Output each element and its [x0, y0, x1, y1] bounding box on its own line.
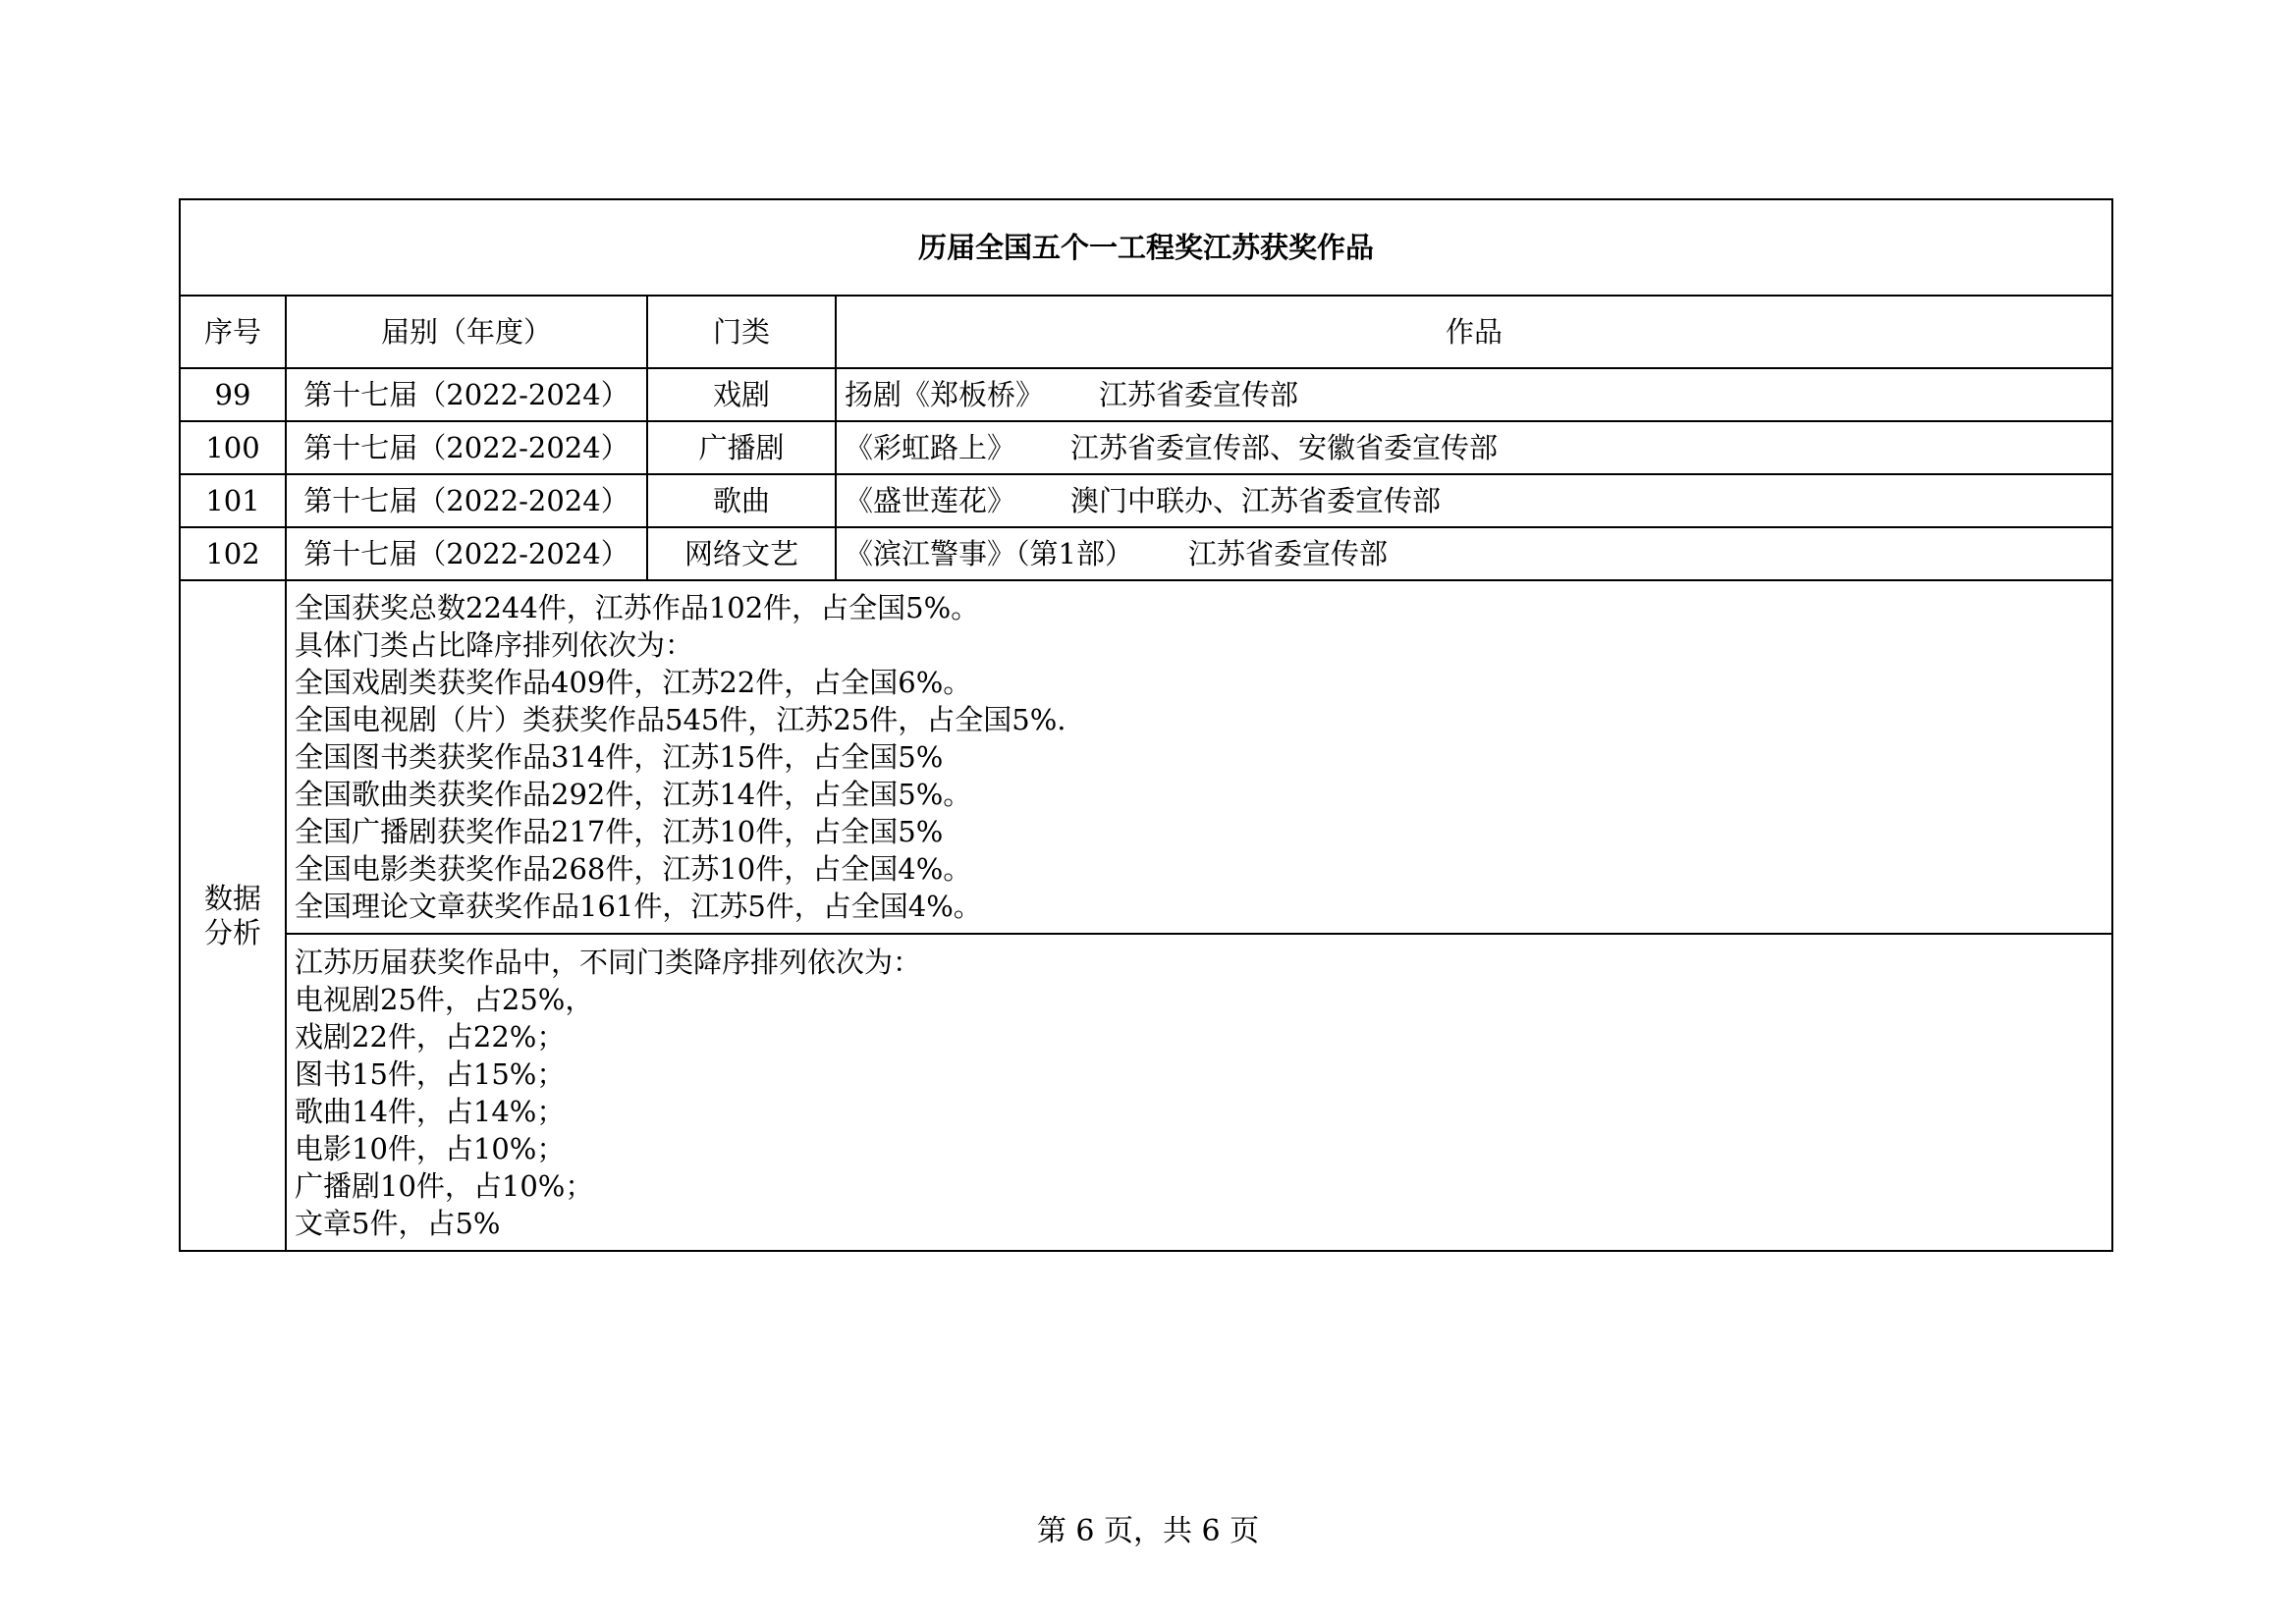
row-index: 101 [180, 474, 286, 527]
analysis-line: 歌曲14件，占14%； [295, 1094, 566, 1128]
row-index: 102 [180, 527, 286, 580]
row-category: 网络文艺 [647, 527, 836, 580]
analysis-line: 全国图书类获奖作品314件，江苏15件，占全国5% [295, 740, 944, 774]
analysis-label-line: 数据 [203, 881, 261, 915]
header-row [180, 296, 2112, 368]
table-row [180, 474, 2112, 527]
row-work [836, 527, 2112, 580]
analysis-label [180, 580, 286, 1251]
analysis-line: 全国戏剧类获奖作品409件，江苏22件，占全国6%。 [295, 666, 972, 699]
work-title: 《彩虹路上》 [845, 430, 1016, 464]
work-org: 江苏省委宣传部 [1187, 536, 1388, 570]
jiangsu-analysis [286, 934, 2112, 1251]
row-work [836, 474, 2112, 527]
analysis-line: 全国电视剧（片）类获奖作品545件，江苏25件，占全国5%. [295, 703, 1066, 736]
row-index: 100 [180, 421, 286, 474]
analysis-line: 江苏历届获奖作品中，不同门类降序排列依次为： [295, 945, 922, 979]
table-title: 历届全国五个一工程奖江苏获奖作品 [180, 199, 2112, 296]
row-session: 第十七届（2022-2024） [286, 527, 647, 580]
analysis-line: 图书15件，占15%； [295, 1056, 566, 1091]
analysis-line: 文章5件，占5% [295, 1206, 501, 1240]
row-index: 99 [180, 368, 286, 421]
analysis-line: 电视剧25件，占25%， [295, 982, 594, 1016]
analysis-line: 全国获奖总数2244件，江苏作品102件，占全国5%。 [295, 591, 980, 624]
work-org: 澳门中联办、江苏省委宣传部 [1070, 483, 1442, 517]
header-category: 门类 [647, 296, 836, 368]
analysis-line: 全国理论文章获奖作品161件，江苏5件，占全国4%。 [295, 890, 982, 923]
work-title: 扬剧《郑板桥》 [845, 377, 1045, 411]
row-category: 广播剧 [647, 421, 836, 474]
row-category: 歌曲 [647, 474, 836, 527]
row-work [836, 421, 2112, 474]
national-analysis [286, 580, 2112, 934]
analysis-label-line: 分析 [203, 915, 261, 949]
analysis-line: 戏剧22件，占22%； [295, 1019, 566, 1054]
table-row [180, 527, 2112, 580]
analysis-line: 全国广播剧获奖作品217件，江苏10件，占全国5% [295, 815, 944, 848]
work-title: 《盛世莲花》 [845, 483, 1016, 517]
row-session: 第十七届（2022-2024） [286, 368, 647, 421]
work-title: 《滨江警事》（第1部） [845, 536, 1133, 570]
analysis-line: 广播剧10件，占10%； [295, 1168, 594, 1203]
work-org: 江苏省委宣传部、安徽省委宣传部 [1070, 430, 1499, 464]
awards-table [179, 198, 2113, 1252]
analysis-line: 全国歌曲类获奖作品292件，江苏14件，占全国5%。 [295, 778, 972, 811]
analysis-line: 全国电影类获奖作品268件，江苏10件，占全国4%。 [295, 852, 972, 886]
row-session: 第十七届（2022-2024） [286, 474, 647, 527]
table-row [180, 368, 2112, 421]
work-org: 江苏省委宣传部 [1099, 377, 1299, 411]
analysis-line: 电影10件，占10%； [295, 1131, 566, 1165]
header-work: 作品 [836, 296, 2112, 368]
header-index: 序号 [180, 296, 286, 368]
analysis-row-jiangsu [180, 934, 2112, 1251]
row-session: 第十七届（2022-2024） [286, 421, 647, 474]
title-row [180, 199, 2112, 296]
row-category: 戏剧 [647, 368, 836, 421]
header-session: 届别（年度） [286, 296, 647, 368]
table-row [180, 421, 2112, 474]
row-work [836, 368, 2112, 421]
page-number: 第 6 页，共 6 页 [1036, 1514, 1260, 1548]
analysis-line: 具体门类占比降序排列依次为： [295, 628, 694, 662]
analysis-row-national [180, 580, 2112, 934]
